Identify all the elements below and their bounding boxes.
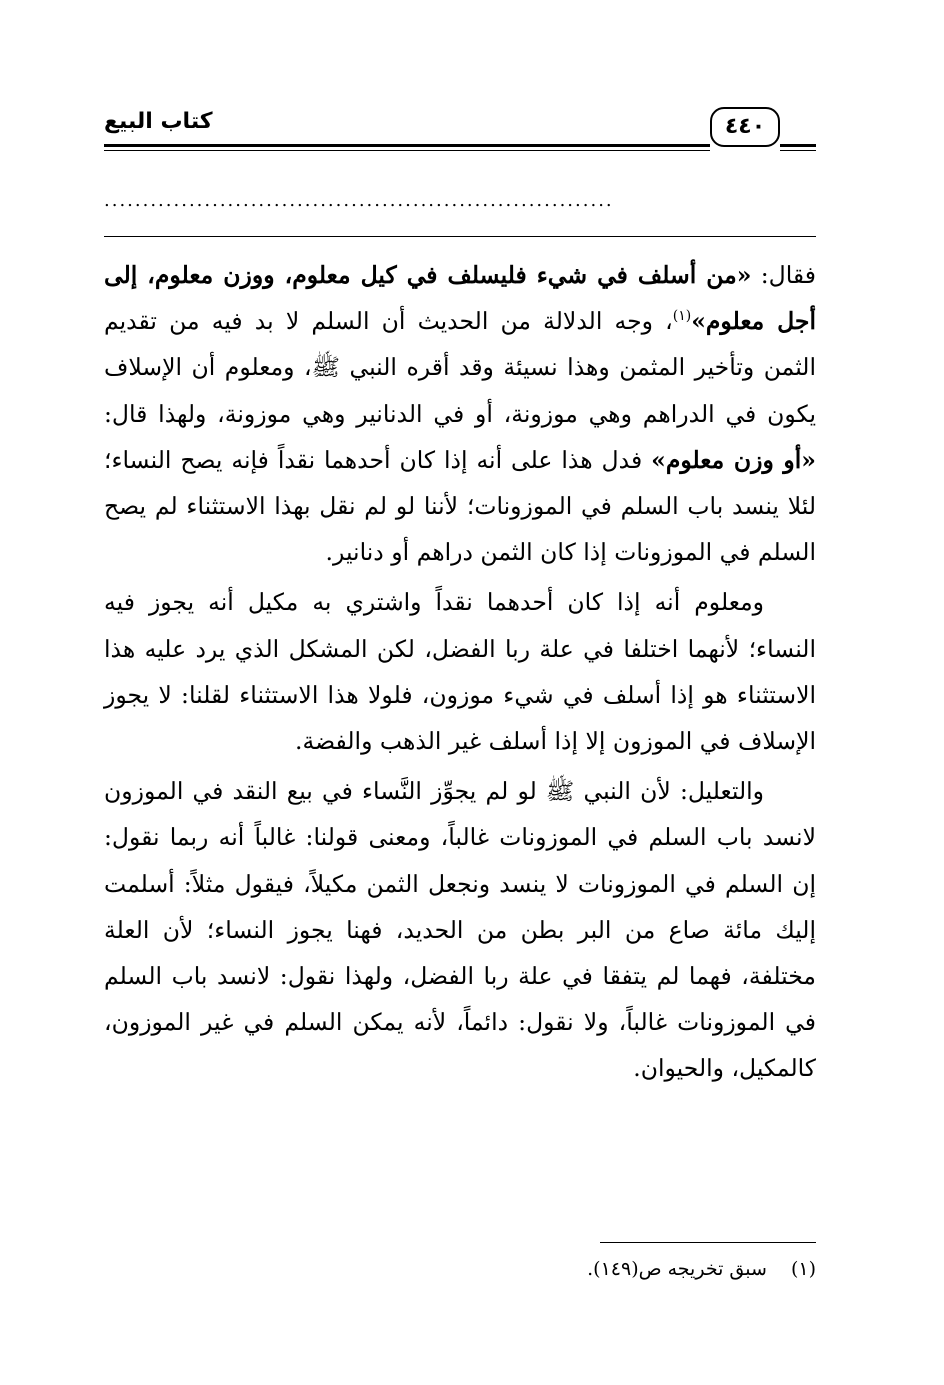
hadith-quote: «أو وزن معلوم» xyxy=(651,445,816,474)
paragraph-text: ، وجه الدلالة من الحديث أن السلم لا بد فيه من تقديم الثمن وتأخير المثمن وهذا نسيئة وقد أقره النبي ﷺ، ومعلوم أن الإسلاف يكون في الدراهم وهي موزونة، أو في الدنانير وهي موزونة، ولهذا قال: xyxy=(104,307,816,428)
page-header xyxy=(104,103,816,153)
running-title: كتاب البيع xyxy=(104,109,213,134)
separator-dots: .................................................................. xyxy=(104,190,614,211)
hadith-quote: «من أسلف في شيء فليسلف في كيل معلوم، ووزن معلوم، إلى أجل معلوم» xyxy=(104,261,816,336)
header-rule-right xyxy=(780,144,816,151)
footnote xyxy=(104,1254,816,1284)
paragraph-2: ومعلوم أنه إذا كان أحدهما نقداً واشتري به مكيل أنه يجوز فيه النساء؛ لأنهما اختلفا في علة ربا الفضل، لكن المشكل الذي يرد عليه هذا الاستثناء هو إذا أسلف في شيء موزون، فلولا هذا الاستثناء لقلنا: لا يجوز الإسلاف في الموزون إلا إذا أسلف غير الذهب والفضة. xyxy=(104,588,816,756)
footnote-rule xyxy=(600,1242,816,1243)
paragraph-1 xyxy=(104,252,816,575)
footnote-reference: (١) xyxy=(672,308,692,325)
paragraph-text: فقال: xyxy=(751,261,817,289)
page-number: ٤٤٠ xyxy=(710,107,780,147)
footnote-text: سبق تخريجه ص(١٤٩). xyxy=(587,1258,767,1280)
content-top-rule xyxy=(104,236,816,237)
page-body xyxy=(104,252,816,1092)
footnote-number: (١) xyxy=(790,1258,816,1280)
header-rule xyxy=(104,144,710,151)
paragraph-3: والتعليل: لأن النبي ﷺ لو لم يجوِّز النَّساء في بيع النقد في الموزون لانسد باب السلم في الموزونات غالباً، ومعنى قولنا: غالباً أنه ربما نقول: إن السلم في الموزونات لا ينسد ونجعل الثمن مكيلاً، فيقول مثلاً: أسلمت إليك مائة صاع من البر بطن من الحديد، فهنا يجوز النساء؛ لأن العلة مختلفة، فهما لم يتفقا في علة ربا الفضل، ولهذا نقول: لانسد باب السلم في الموزونات غالباً، ولا نقول: دائماً، لأنه يمكن السلم في غير الموزون، كالمكيل، والحيوان. xyxy=(104,777,816,1083)
paragraph-text: فدل هذا على أنه إذا كان أحدهما نقداً فإنه يصح النساء؛ لئلا ينسد باب السلم في الموزونات؛ لأننا لو لم نقل بهذا الاستثناء لم يصح السلم في الموزونات إذا كان الثمن دراهم أو دنانير. xyxy=(104,445,816,567)
